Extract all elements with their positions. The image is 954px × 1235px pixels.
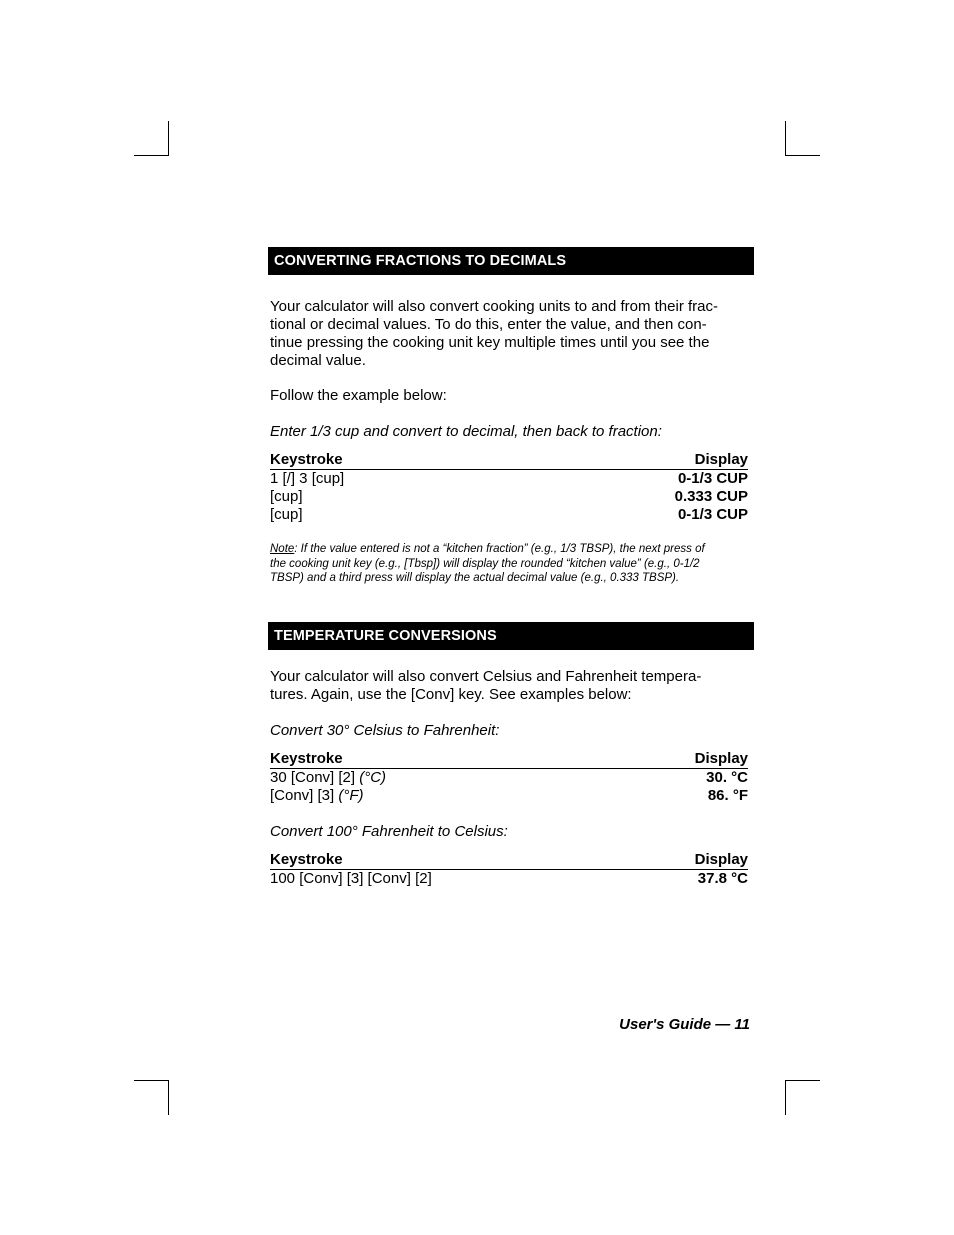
text-line: TBSP) and a third press will display the actual decimal value (e.g., 0.333 TBSP). [270, 572, 680, 585]
text-line: tional or decimal values. To do this, enter the value, and then con- [270, 316, 707, 333]
keystroke-cell: 100 [Conv] [3] [Conv] [2] [270, 869, 432, 887]
keystroke-header: Keystroke [270, 451, 510, 470]
crop-mark-br-v [785, 1080, 786, 1115]
keystroke-cell: [cup] [270, 506, 303, 523]
table-row [270, 470, 748, 489]
text-line: tures. Again, use the [Conv] key. See examples below: [270, 685, 632, 703]
crop-mark-tr-h [785, 155, 820, 156]
keystroke-cell: 1 [/] 3 [cup] [270, 470, 345, 487]
text-line: Your calculator will also convert cooking units to and from their frac- [270, 298, 718, 315]
table-header-row [270, 451, 748, 470]
table-header-row [270, 750, 748, 769]
example-title-celsius: Convert 30° Celsius to Fahrenheit: [270, 721, 500, 739]
follow-text: Follow the example below: [270, 387, 447, 404]
crop-mark-tr-v [785, 121, 786, 156]
display-cell: 86. °F [707, 786, 748, 804]
table-row [270, 506, 748, 524]
table-row [270, 787, 748, 805]
text-line: Your calculator will also convert Celsius and Fahrenheit tempera- [270, 667, 702, 685]
intro-paragraph-fractions [268, 298, 754, 370]
intro-paragraph-temperature [268, 668, 754, 704]
example-title-fractions: Enter 1/3 cup and convert to decimal, then back to fraction: [270, 423, 662, 440]
display-cell: 0-1/3 CUP [677, 506, 748, 523]
keystroke-cell: [cup] [270, 488, 303, 505]
text-line: tinue pressing the cooking unit key multiple times until you see the [270, 334, 710, 351]
table-header-row [270, 851, 748, 870]
crop-mark-tl-h [134, 155, 169, 156]
display-cell: 30. °C [706, 768, 748, 786]
display-cell: 0-1/3 CUP [677, 470, 748, 487]
keystroke-table-fahrenheit [270, 851, 748, 888]
display-header: Display [597, 750, 748, 769]
keystroke-cell [270, 768, 597, 787]
display-cell: 37.8 °C [697, 869, 748, 887]
note-paragraph [268, 542, 754, 586]
keystroke-table-celsius [270, 750, 748, 805]
page-footer: User's Guide — 11 [619, 1016, 750, 1033]
table-row [270, 488, 748, 506]
section-heading-temperature: TEMPERATURE CONVERSIONS [268, 622, 754, 650]
keystroke-unit: (°F) [338, 786, 364, 804]
display-header: Display [510, 451, 748, 470]
page-content [268, 247, 754, 888]
crop-mark-bl-v [168, 1080, 169, 1115]
crop-mark-bl-h [134, 1080, 169, 1081]
display-cell: 0.333 CUP [674, 488, 748, 505]
table-row [270, 768, 748, 787]
keystroke-text: [Conv] [3] [270, 786, 339, 804]
keystroke-cell [270, 787, 597, 805]
crop-mark-tl-v [168, 121, 169, 156]
text-line: : If the value entered is not a “kitchen fraction” (e.g., 1/3 TBSP), the next press of [294, 543, 705, 555]
keystroke-table-fractions [270, 451, 748, 524]
table-row [270, 869, 748, 888]
note-label: Note [270, 543, 295, 555]
keystroke-header: Keystroke [270, 750, 597, 769]
display-header: Display [629, 851, 748, 870]
section-heading-fractions: CONVERTING FRACTIONS TO DECIMALS [268, 247, 754, 275]
keystroke-text: 30 [Conv] [2] [270, 768, 360, 786]
keystroke-unit: (°C) [359, 768, 387, 786]
text-line: the cooking unit key (e.g., [Tbsp]) will display the rounded “kitchen value” (e.g., 0-1/2 [270, 557, 700, 570]
text-line: decimal value. [270, 352, 366, 369]
crop-mark-br-h [785, 1080, 820, 1081]
keystroke-header: Keystroke [270, 851, 629, 870]
example-title-fahrenheit: Convert 100° Fahrenheit to Celsius: [270, 822, 508, 840]
